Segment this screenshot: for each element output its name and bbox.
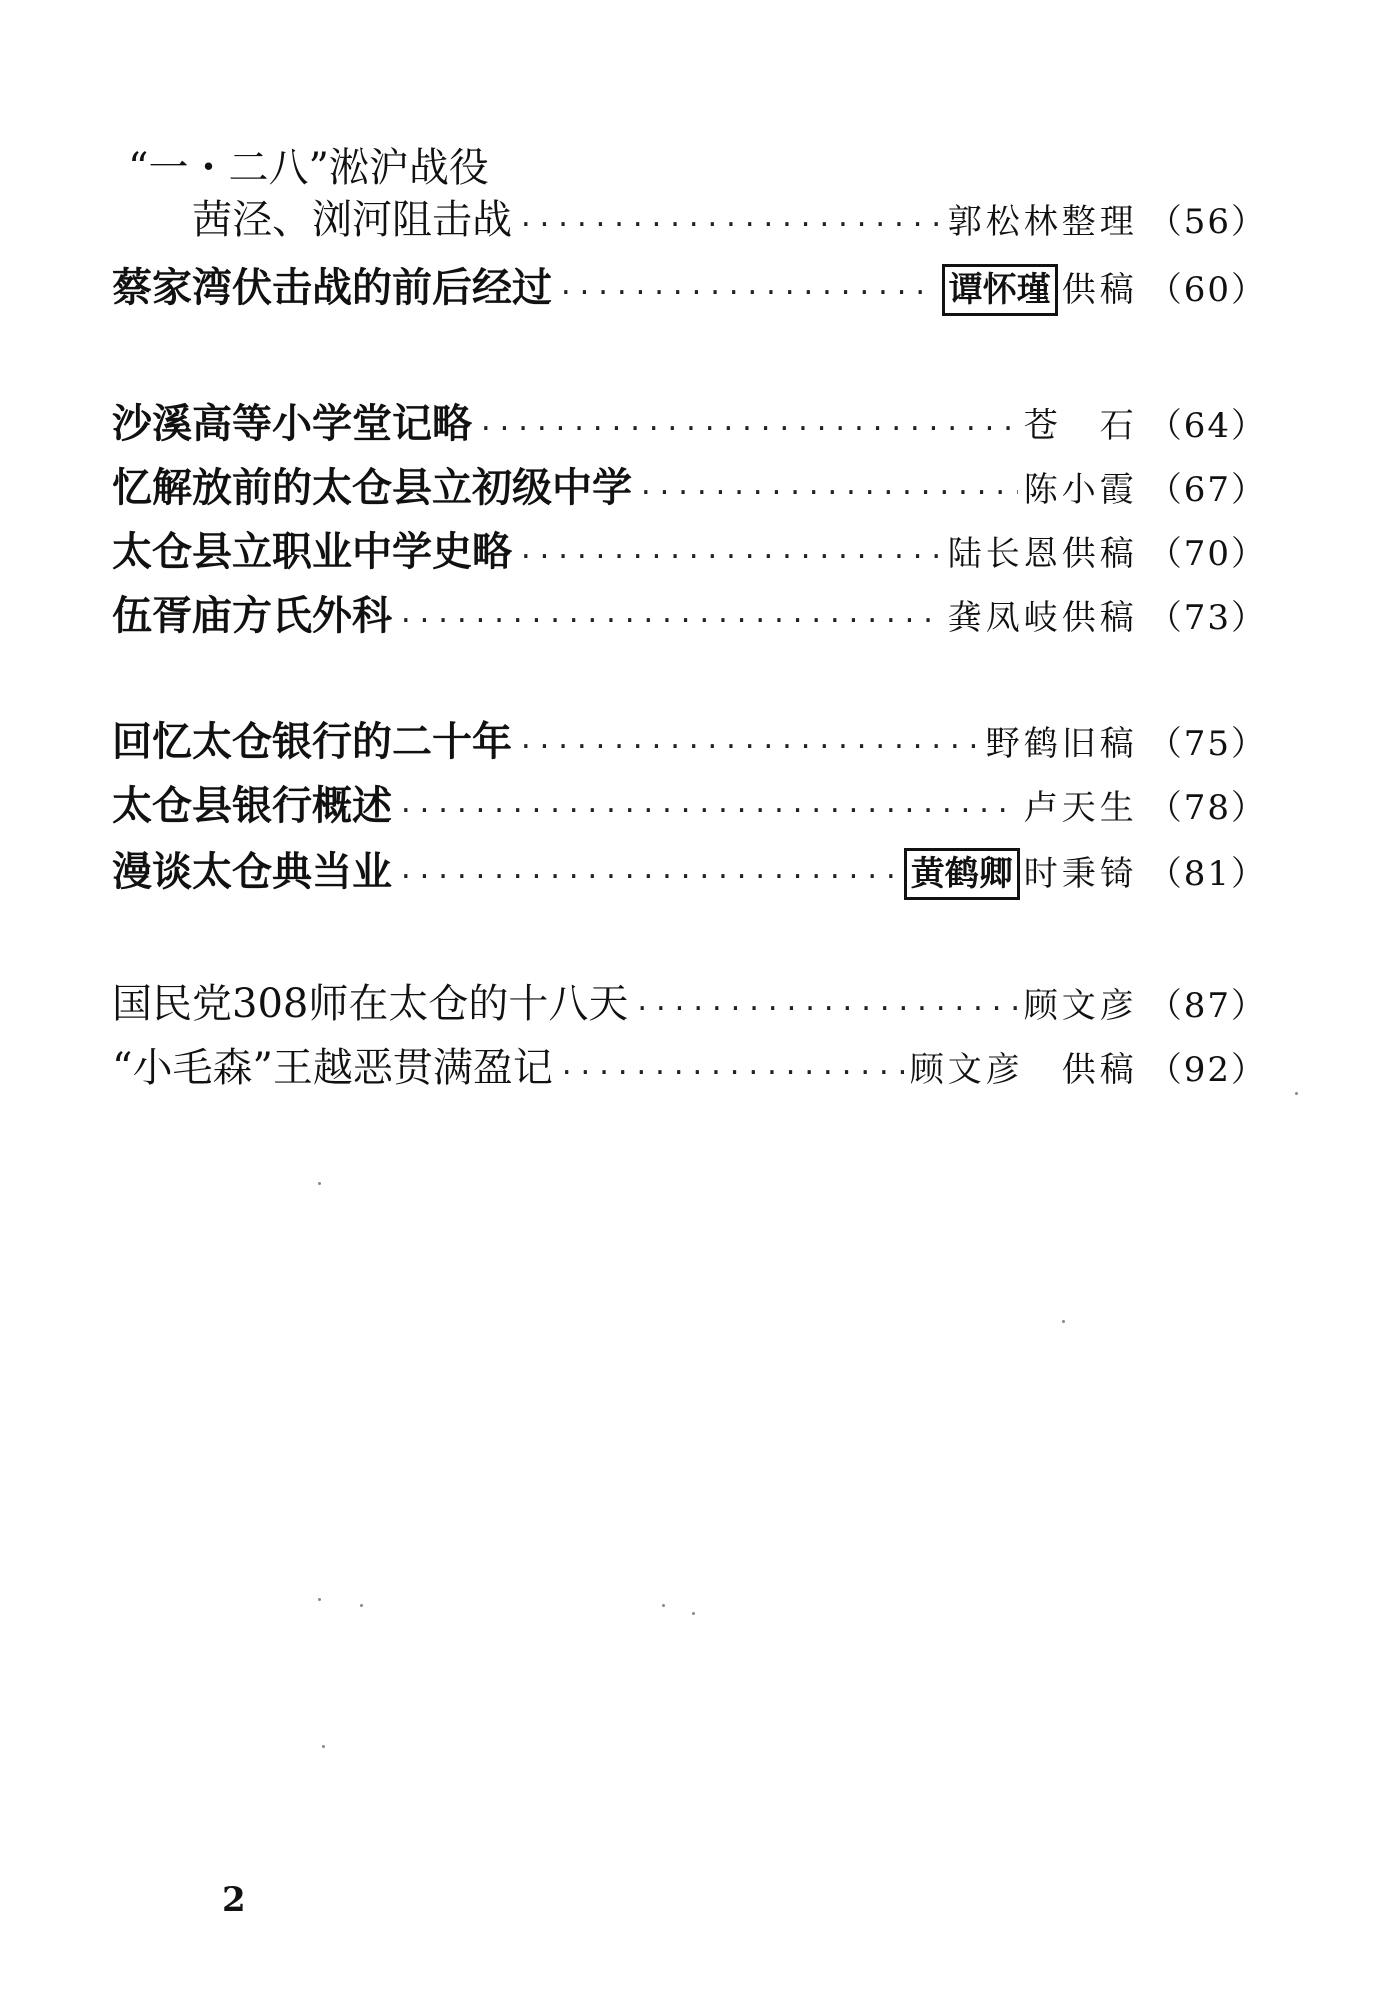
dot-leader [398,595,942,647]
toc-entry-1[interactable] [192,194,1267,251]
toc-page: （87） [1147,986,1267,1026]
dot-leader [518,531,942,583]
toc-entry-10[interactable] [112,978,1267,1035]
toc-entry-11[interactable] [112,1042,1267,1099]
toc-page: （81） [1147,854,1267,894]
toc-page: （60） [1147,270,1267,310]
toc-entry-5[interactable] [112,526,1267,583]
toc-author: 时秉锜 [1023,854,1138,894]
toc-author: 野鹤旧稿 [985,724,1138,764]
toc-entry-6[interactable] [112,590,1267,647]
toc-title: 忆解放前的太仓县立初级中学 [112,464,632,511]
toc-entry-7[interactable] [112,716,1267,773]
toc-author: 龚凤岐供稿 [947,598,1138,638]
scan-speck [318,1182,321,1185]
toc-entry-3[interactable] [112,398,1267,455]
toc-title: “小毛森”王越恶贯满盈记 [112,1045,553,1091]
toc-title: 沙溪高等小学堂记略 [112,400,472,447]
toc-title: 太仓县立职业中学史略 [112,528,512,575]
section-heading: “一・二八”淞沪战役 [128,145,489,191]
toc-title: 国民党308师在太仓的十八天 [112,981,629,1027]
toc-title: 太仓县银行概述 [112,782,392,829]
toc-page: （70） [1147,534,1267,574]
toc-page: （75） [1147,724,1267,764]
toc-author: 陆长恩供稿 [947,534,1138,574]
dot-leader [518,199,942,251]
toc-author: 陈小霞 [1023,470,1138,510]
toc-author: 供稿 [1061,270,1138,310]
toc-author: 顾文彦 [1023,986,1138,1026]
toc-author: 郭松林整理 [947,202,1138,242]
boxed-name: 谭怀瑾 [942,264,1058,316]
scan-speck [692,1612,695,1615]
toc-author: 苍 石 [1023,406,1138,446]
toc-title: 伍胥庙方氏外科 [112,592,392,639]
toc-page: （67） [1147,470,1267,510]
toc-entry-9[interactable] [112,846,1267,903]
toc-page: （92） [1147,1050,1267,1090]
dot-leader [558,267,936,319]
dot-leader [398,785,1018,837]
dot-leader [638,467,1018,519]
toc-page: （78） [1147,788,1267,828]
scan-speck [318,1598,321,1601]
page-number: 2 [222,1880,246,1920]
toc-entry-4[interactable] [112,462,1267,519]
dot-leader [559,1047,904,1099]
toc-page: （64） [1147,406,1267,446]
toc-page: （56） [1147,202,1267,242]
scan-speck [322,1745,325,1748]
toc-author: 顾文彦 供稿 [909,1050,1138,1090]
toc-title: 回忆太仓银行的二十年 [112,718,512,765]
scan-speck [360,1604,363,1607]
dot-leader [518,721,980,773]
toc-title: 茜泾、浏河阻击战 [192,197,512,243]
boxed-name: 黄鹤卿 [904,848,1020,900]
toc-entry-2[interactable] [112,262,1267,319]
toc-author: 卢天生 [1023,788,1138,828]
scan-speck [662,1604,665,1607]
dot-leader [634,983,1017,1035]
dot-leader [398,851,898,903]
toc-page: （73） [1147,598,1267,638]
scan-speck [1295,1092,1298,1095]
toc-title: 蔡家湾伏击战的前后经过 [112,264,552,311]
toc-title: 漫谈太仓典当业 [112,848,392,895]
toc-entry-8[interactable] [112,780,1267,837]
dot-leader [478,403,1018,455]
scan-speck [1062,1320,1065,1323]
